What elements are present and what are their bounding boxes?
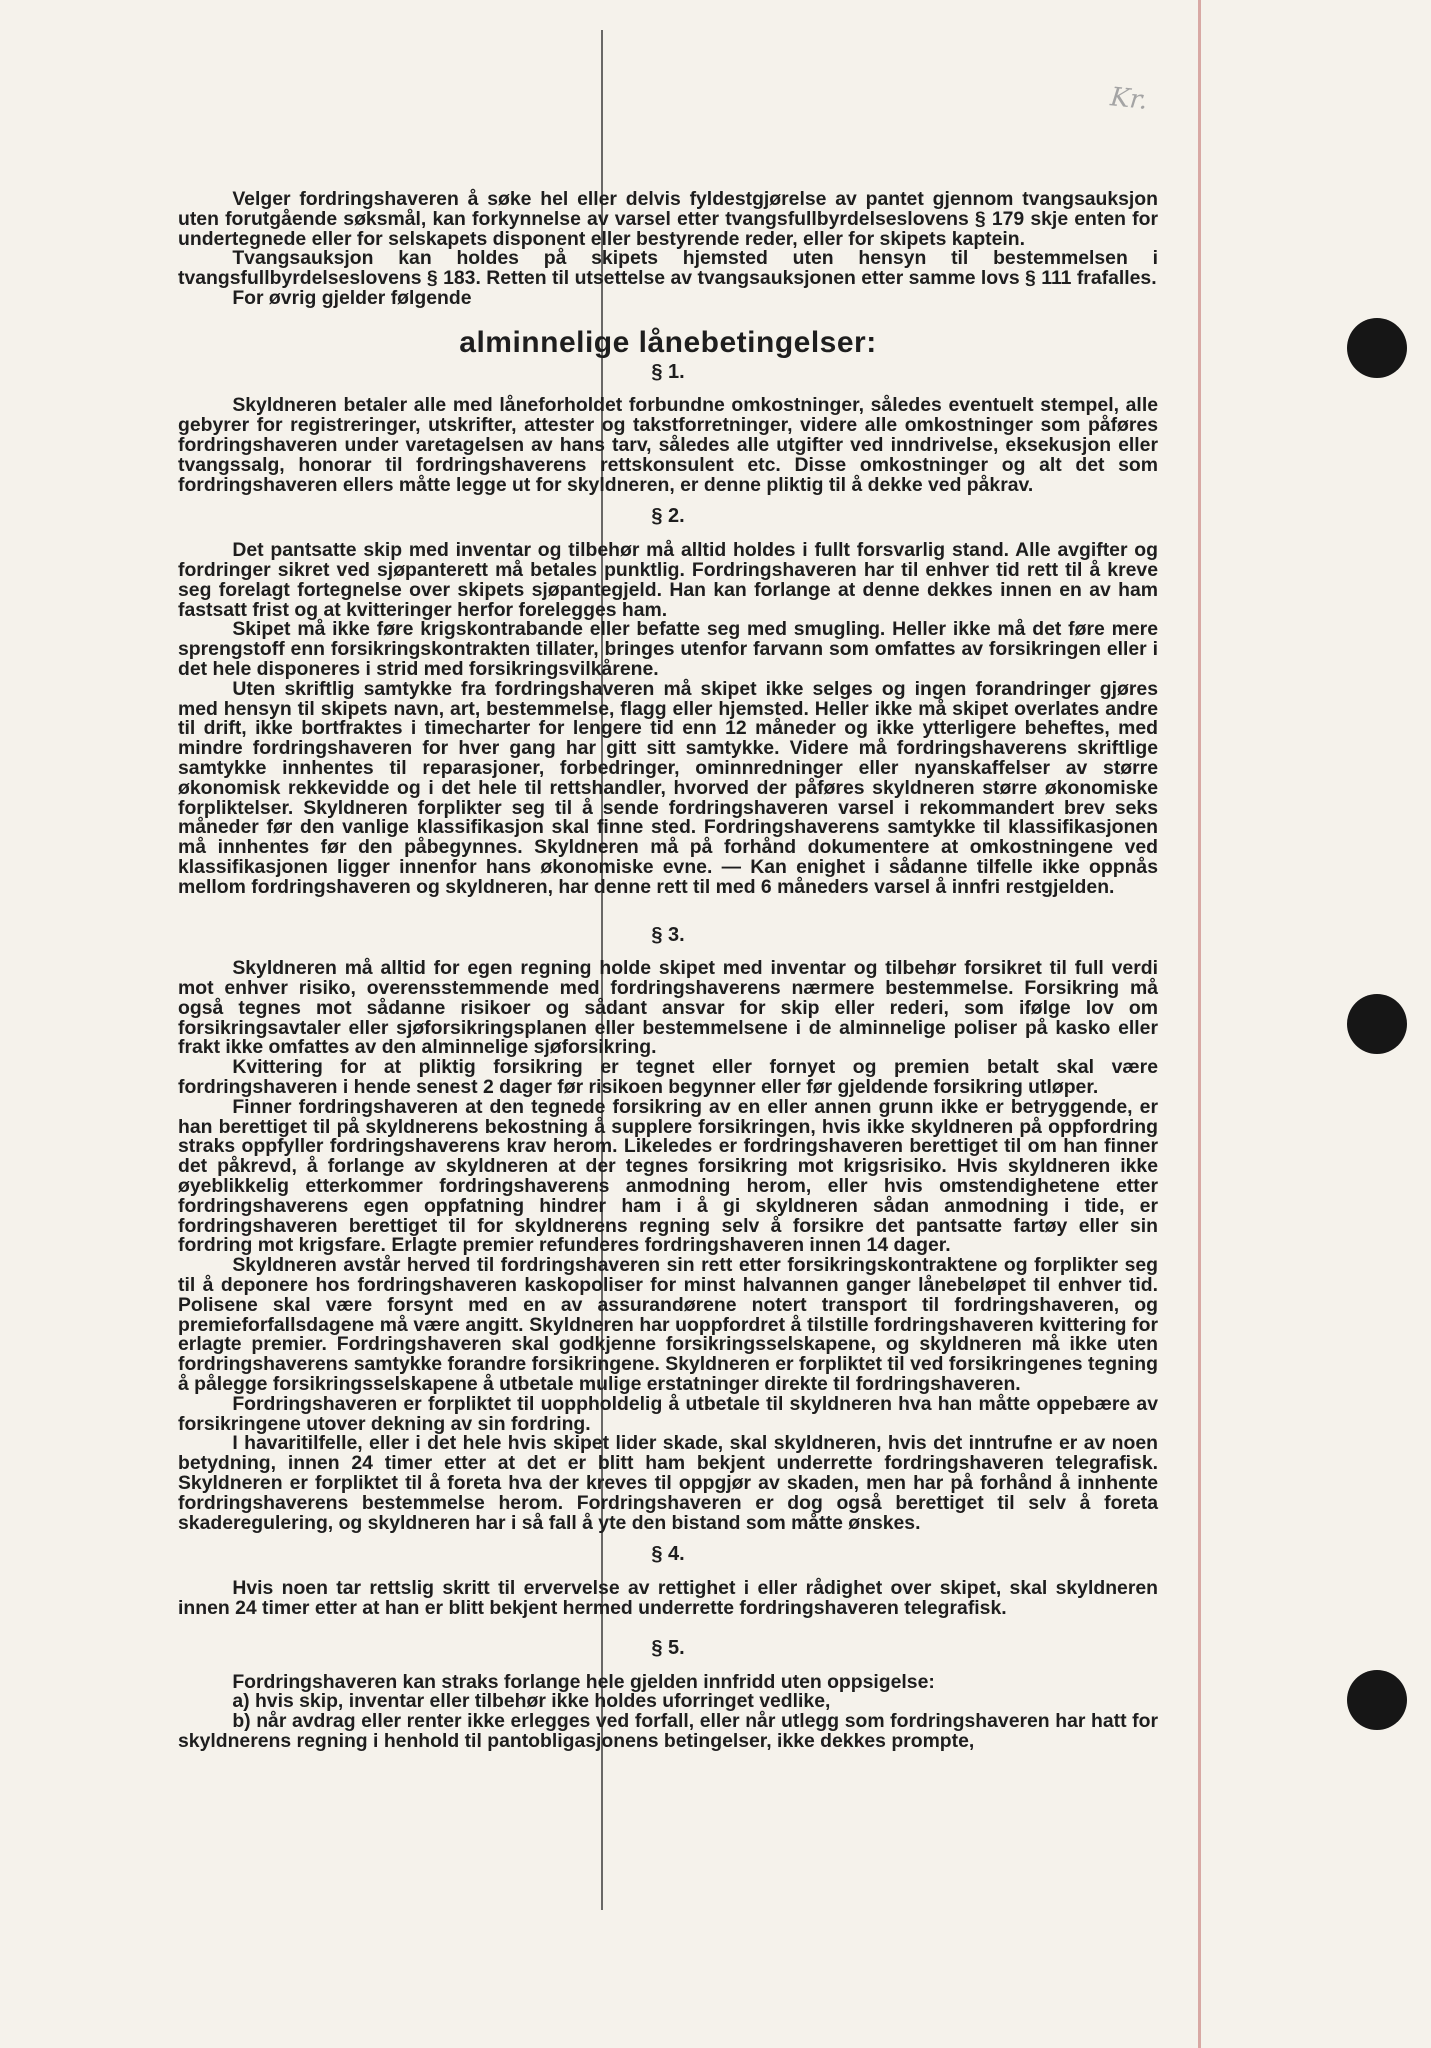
section-number: § 1. [651,360,685,383]
intro-paragraph: For øvrig gjelder følgende [232,286,472,309]
section-number: § 3. [651,923,685,946]
intro-paragraph: Tvangsauksjon kan holdes på skipets hjemsted uten hensyn til bestemmelsen i tvangsfullbyrdelseslovens § 183. Retten til utsettelse av tvangsauksjonen etter samme lovs § 111 frafalles. [178,247,1158,290]
punch-hole [1347,1670,1407,1730]
section-paragraph: Skipet må ikke føre krigskontrabande eller befatte seg med smugling. Heller ikke må det føre mere sprengstoff enn forsikringskontrakten tillater, bringes utenfor farvann som omfattes av forsikringen eller i det hele disponeres i strid med forsikringsvilkårene. [178,618,1158,680]
section-number: § 5. [651,1636,685,1659]
section-paragraph: Hvis noen tar rettslig skritt til ervervelse av rettighet i eller rådighet over skipet, skal skyldneren innen 24 timer etter at han er blitt bekjent hermed underrette fordringshaveren telegrafisk. [178,1577,1158,1619]
terms-heading: alminnelige lånebetingelser: [459,325,877,359]
section-paragraph: I havaritilfelle, eller i det hele hvis skipet lider skade, skal skyldneren, hvis det inntrufne er av noen betydning, innen 24 timer etter at det er blitt ham bekjent underrette fordringshaveren telegrafisk. Skyldneren er forpliktet til å foreta hva der kreves til oppgjør av skaden, men har på forhånd å innhente fordringshaverens bestemmelse herom. Fordringshaveren er dog også berettiget til selv å foreta skaderegulering, og skyldneren har i så fall å yte den bistand som måtte ønskes. [178,1432,1158,1534]
section-number: § 4. [651,1543,685,1566]
punch-hole [1347,994,1407,1054]
section-paragraph: Uten skriftlig samtykke fra fordringshaveren må skipet ikke selges og ingen forandringer gjøres med hensyn til skipets navn, art, bestemmelse, flagg eller hjemsted. Heller ikke må skipet overlates andre til drift, ikke bortfraktes i timecharter for lengere tid enn 12 måneder og ikke ytterligere beheftes, med mindre fordringshaveren for hver gang har gitt sitt samtykke. Videre må fordringshaverens skriftlige samtykke innhentes til reparasjoner, forbedringer, ominnredninger eller nyanskaffelser av større økonomisk rekkevidde og i det hele til rettshandler, hvorved der påføres skyldneren større økonomiske forpliktelser. Skyldneren forplikter seg til å sende fordringshaveren varsel i rekommandert brev seks måneder før den vanlige klassifikasjon skal finne sted. Fordringshaverens samtykke til klassifikasjonen må innhentes før den påbegynnes. Skyldneren må på forhånd dokumentere at omkostningene ved klassifikasjonen ligger innenfor hans økonomiske evne. — Kan enighet i sådanne tilfelle ikke oppnås mellom fordringshaveren og skyldneren, har denne rett til med 6 måneders varsel å innfri restgjelden. [178,677,1158,898]
intro-paragraph: Velger fordringshaveren å søke hel eller delvis fyldestgjørelse av pantet gjennom tvangsauksjon uten forutgående søksmål, kan forkynnelse av varsel etter tvangsfullbyrdelseslovens § 179 skje enten for undertegnede eller for selskapets disponent eller bestyrende reder, eller for skipets kaptein. [178,188,1158,250]
section-number: § 2. [651,505,685,528]
section-paragraph: Finner fordringshaveren at den tegnede forsikring av en eller annen grunn ikke er betryggende, er han berettiget til på skyldnerens bekostning å supplere forsikringen, hvis ikke skyldneren på oppfordring straks oppfyller fordringshaverens krav herom. Likeledes er fordringshaveren berettiget til om han finner det påkrevd, å forlange av skyldneren at der tegnes forsikring mot krigsrisiko. Hvis skyldneren ikke øyeblikkelig etterkommer fordringshaverens anmodning herom, eller hvis omstendighetene etter fordringshaverens egen oppfatning hindrer ham i å gi skyldneren sådan anmodning i tide, er fordringshaveren berettiget til for skyldnerens regning selv å forsikre det pantsatte fartøy eller sin fordring mot krigsfare. Erlagte premier refunderes fordringshaveren innen 14 dager. [178,1095,1158,1257]
section-paragraph: Fordringshaveren er forpliktet til uoppholdelig å utbetale til skyldneren hva han måtte oppebære av forsikringene utover dekning av sin fordring. [178,1392,1158,1435]
section-paragraph: Skyldneren må alltid for egen regning holde skipet med inventar og tilbehør forsikret til full verdi mot enhver risiko, overensstemmende med fordringshaverens nærmere bestemmelse. Forsikring må også tegnes mot sådanne risikoer og sådant ansvar for skip eller rederi, som ifølge lov om forsikringsavtaler eller sjøforsikringsplanen eller bestemmelsene i de alminnelige poliser på kasko eller frakt ikke omfattes av den alminnelige sjøforsikring. [178,957,1158,1059]
document-body [178,190,1158,1752]
section-paragraph: Skyldneren avstår herved til fordringshaveren sin rett etter forsikringskontraktene og forplikter seg til å deponere hos fordringshaveren kaskopoliser for minst halvannen ganger lånebeløpet til enhver tid. Polisene skal være forsynt med en av assurandørene notert transport til fordringshaveren, og premieforfallsdagene må være angitt. Skyldneren har uoppfordret å tilstille fordringshaveren kvittering for erlagte premier. Fordringshaveren skal godkjenne forsikringsselskapene, og skyldneren må ikke uten fordringshaverens samtykke forandre forsikringene. Skyldneren er forpliktet til ved forsikringenes tegning å pålegge forsikringsselskapene å utbetale mulige erstatninger direkte til fordringshaveren. [178,1254,1158,1396]
section-paragraph: Kvittering for at pliktig forsikring er tegnet eller fornyet og premien betalt skal være fordringshaveren i hende senest 2 dager før risikoen begynner eller før gjeldende forsikring utløper. [178,1056,1158,1099]
section-paragraph: Skyldneren betaler alle med låneforholdet forbundne omkostninger, således eventuelt stempel, alle gebyrer for registreringer, utskrifter, attester og takstforretninger, videre alle omkostninger som påføres fordringshaveren under varetagelsen av hans tarv, således alle utgifter ved inndrivelse, eksekusjon eller tvangssalg, honorar til fordringshaverens rettskonsulent etc. Disse omkostninger og alt det som fordringshaveren ellers måtte legge ut for skyldneren, er denne pliktig til å dekke ved påkrav. [178,394,1158,496]
red-margin-line [1198,0,1201,2048]
list-item: b) når avdrag eller renter ikke erlegges ved forfall, eller når utlegg som fordringshaveren har hatt for skyldnerens regning i henhold til pantobligasjonens betingelser, ikke dekkes prompte, [178,1710,1158,1752]
section-paragraph: Det pantsatte skip med inventar og tilbehør må alltid holdes i fullt forsvarlig stand. Alle avgifter og fordringer sikret ved sjøpanterett må betales punktlig. Fordringshaveren har til enhver tid rett til å kreve seg forelagt fortegnelse over skipets sjøpantegjeld. Han kan forlange at denne dekkes innen en av ham fastsatt frist og at kvitteringer herfor forelegges ham. [178,539,1158,621]
handwritten-note: Kr. [1108,82,1150,116]
list-item: a) hvis skip, inventar eller tilbehør ikke holdes uforringet vedlike, [232,1690,831,1713]
punch-hole [1347,318,1407,378]
section-paragraph: Fordringshaveren kan straks forlange hele gjelden innfridd uten oppsigelse: [232,1670,935,1693]
